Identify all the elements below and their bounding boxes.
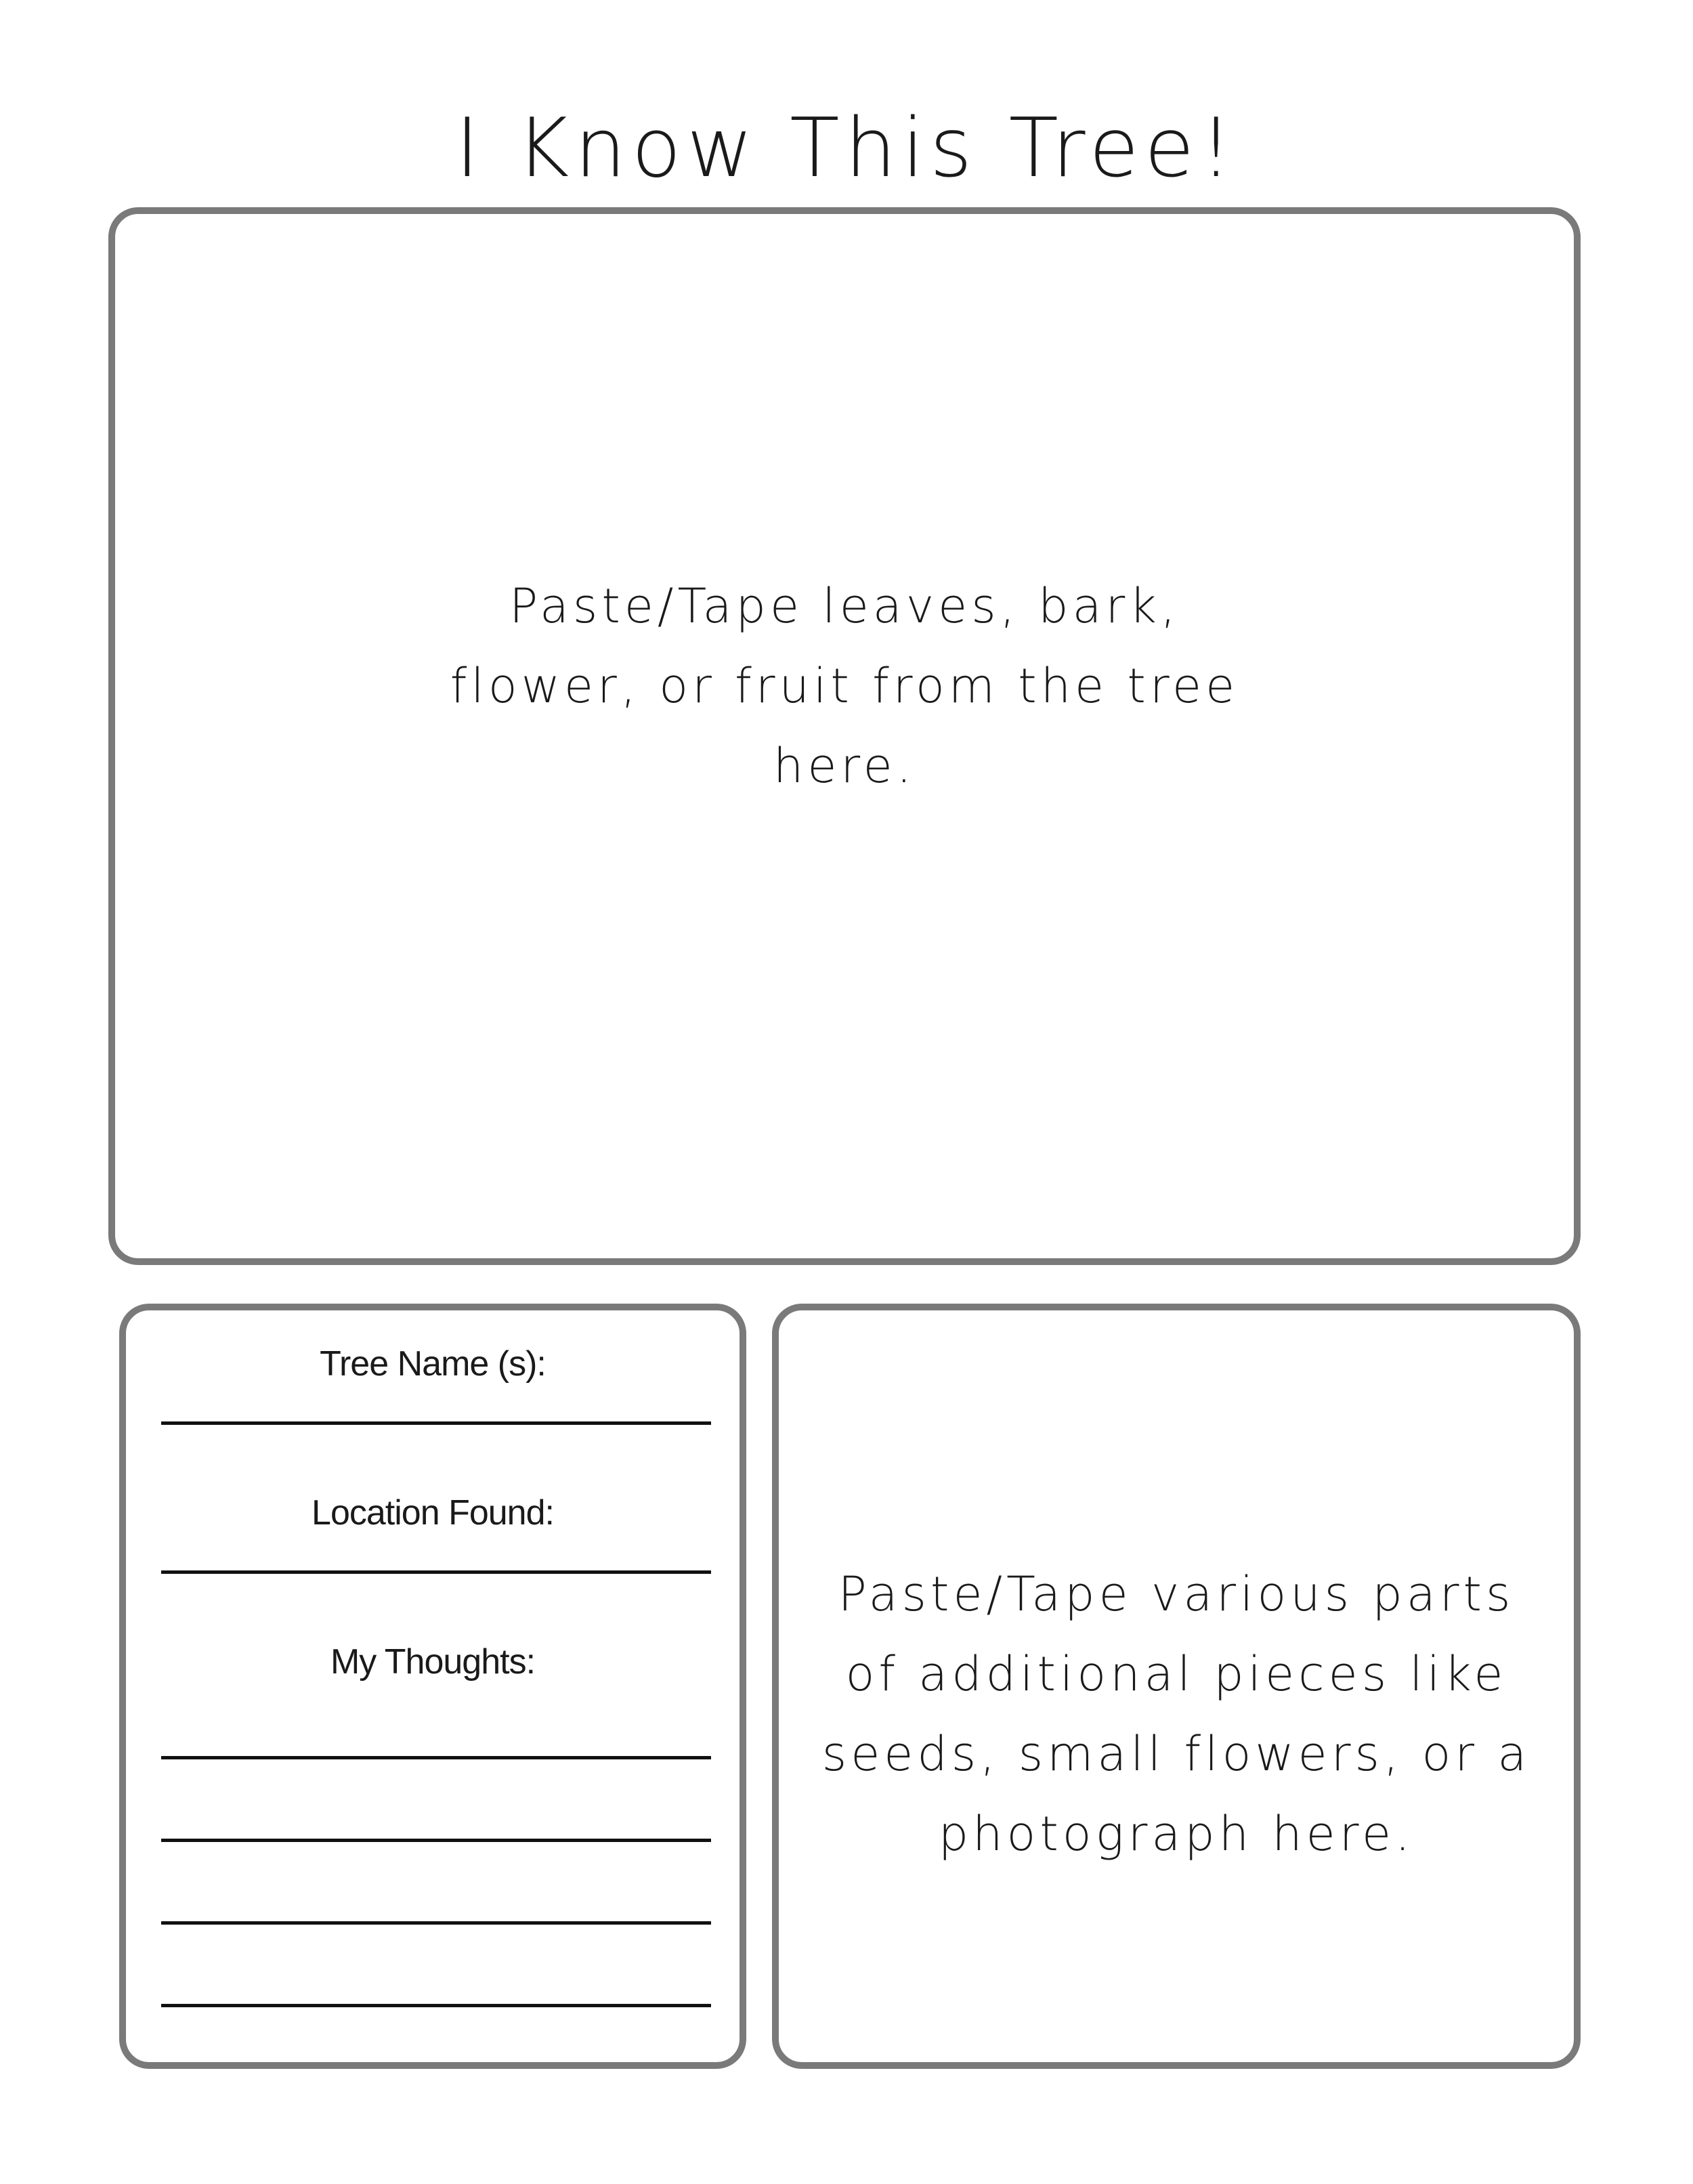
tree-name-line[interactable] [161,1421,711,1425]
thoughts-line-4[interactable] [161,2004,711,2007]
instruction-line: Paste/Tape various parts [838,1566,1515,1622]
instruction-line: photograph here. [938,1806,1415,1862]
instruction-line: Paste/Tape leaves, bark, [509,578,1180,634]
tree-info-panel [119,1304,746,2069]
instruction-line: seeds, small flowers, or a [821,1726,1531,1782]
instruction-line: here. [773,738,916,794]
extra-paste-instructions [779,1554,1574,1874]
thoughts-line-2[interactable] [161,1839,711,1842]
instruction-line: flower, or fruit from the tree [450,658,1239,714]
extra-paste-area[interactable] [772,1304,1581,2069]
location-found-line[interactable] [161,1570,711,1574]
main-paste-instructions [115,566,1574,806]
instruction-line: of additional pieces like [845,1646,1507,1702]
my-thoughts-label: My Thoughts: [330,1642,536,1682]
location-found-label: Location Found: [312,1493,554,1533]
thoughts-line-1[interactable] [161,1756,711,1759]
tree-name-label: Tree Name (s): [320,1344,546,1384]
thoughts-line-3[interactable] [161,1921,711,1925]
main-paste-area[interactable] [108,207,1581,1265]
page-title: I Know This Tree! [455,102,1238,196]
